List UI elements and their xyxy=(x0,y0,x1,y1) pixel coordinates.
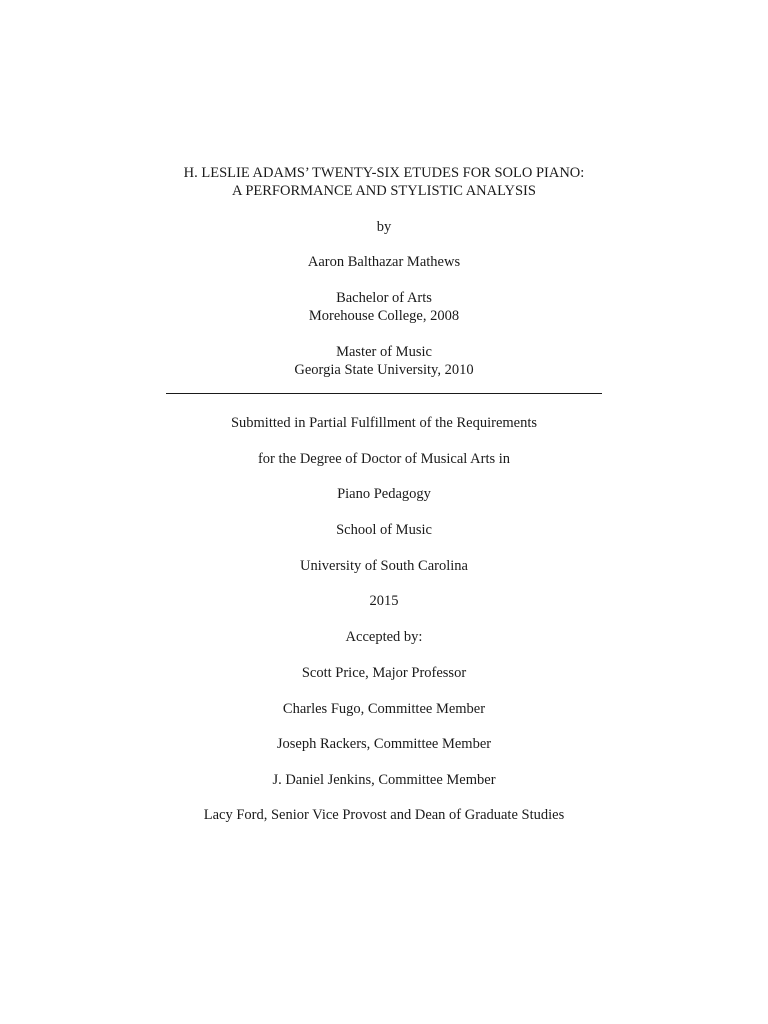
by-label: by xyxy=(376,219,392,235)
submission-line-1: Submitted in Partial Fulfillment of the Requirements xyxy=(230,415,538,431)
degree-1-name: Bachelor of Arts xyxy=(336,290,432,306)
submission-year: 2015 xyxy=(369,593,399,609)
accepted-by-label: Accepted by: xyxy=(345,629,423,645)
program-name: Piano Pedagogy xyxy=(337,486,431,502)
school-name: School of Music xyxy=(336,522,432,538)
committee-member-1: Scott Price, Major Professor xyxy=(301,665,467,681)
title-line-1: H. LESLIE ADAMS’ TWENTY-SIX ETUDES FOR SOLO PIANO: xyxy=(183,165,585,181)
university-name: University of South Carolina xyxy=(300,558,468,574)
committee-member-3: Joseph Rackers, Committee Member xyxy=(276,736,492,752)
submission-line-2: for the Degree of Doctor of Musical Arts in xyxy=(257,451,511,467)
degree-1-institution: Morehouse College, 2008 xyxy=(308,308,460,324)
author-name: Aaron Balthazar Mathews xyxy=(307,254,461,270)
degree-2-institution: Georgia State University, 2010 xyxy=(294,362,474,378)
committee-member-4: J. Daniel Jenkins, Committee Member xyxy=(272,772,496,788)
committee-member-2: Charles Fugo, Committee Member xyxy=(282,701,486,717)
degree-2-name: Master of Music xyxy=(336,344,432,360)
dean-signatory: Lacy Ford, Senior Vice Provost and Dean of Graduate Studies xyxy=(203,807,565,823)
horizontal-rule xyxy=(166,393,602,394)
title-line-2: A PERFORMANCE AND STYLISTIC ANALYSIS xyxy=(232,183,536,199)
